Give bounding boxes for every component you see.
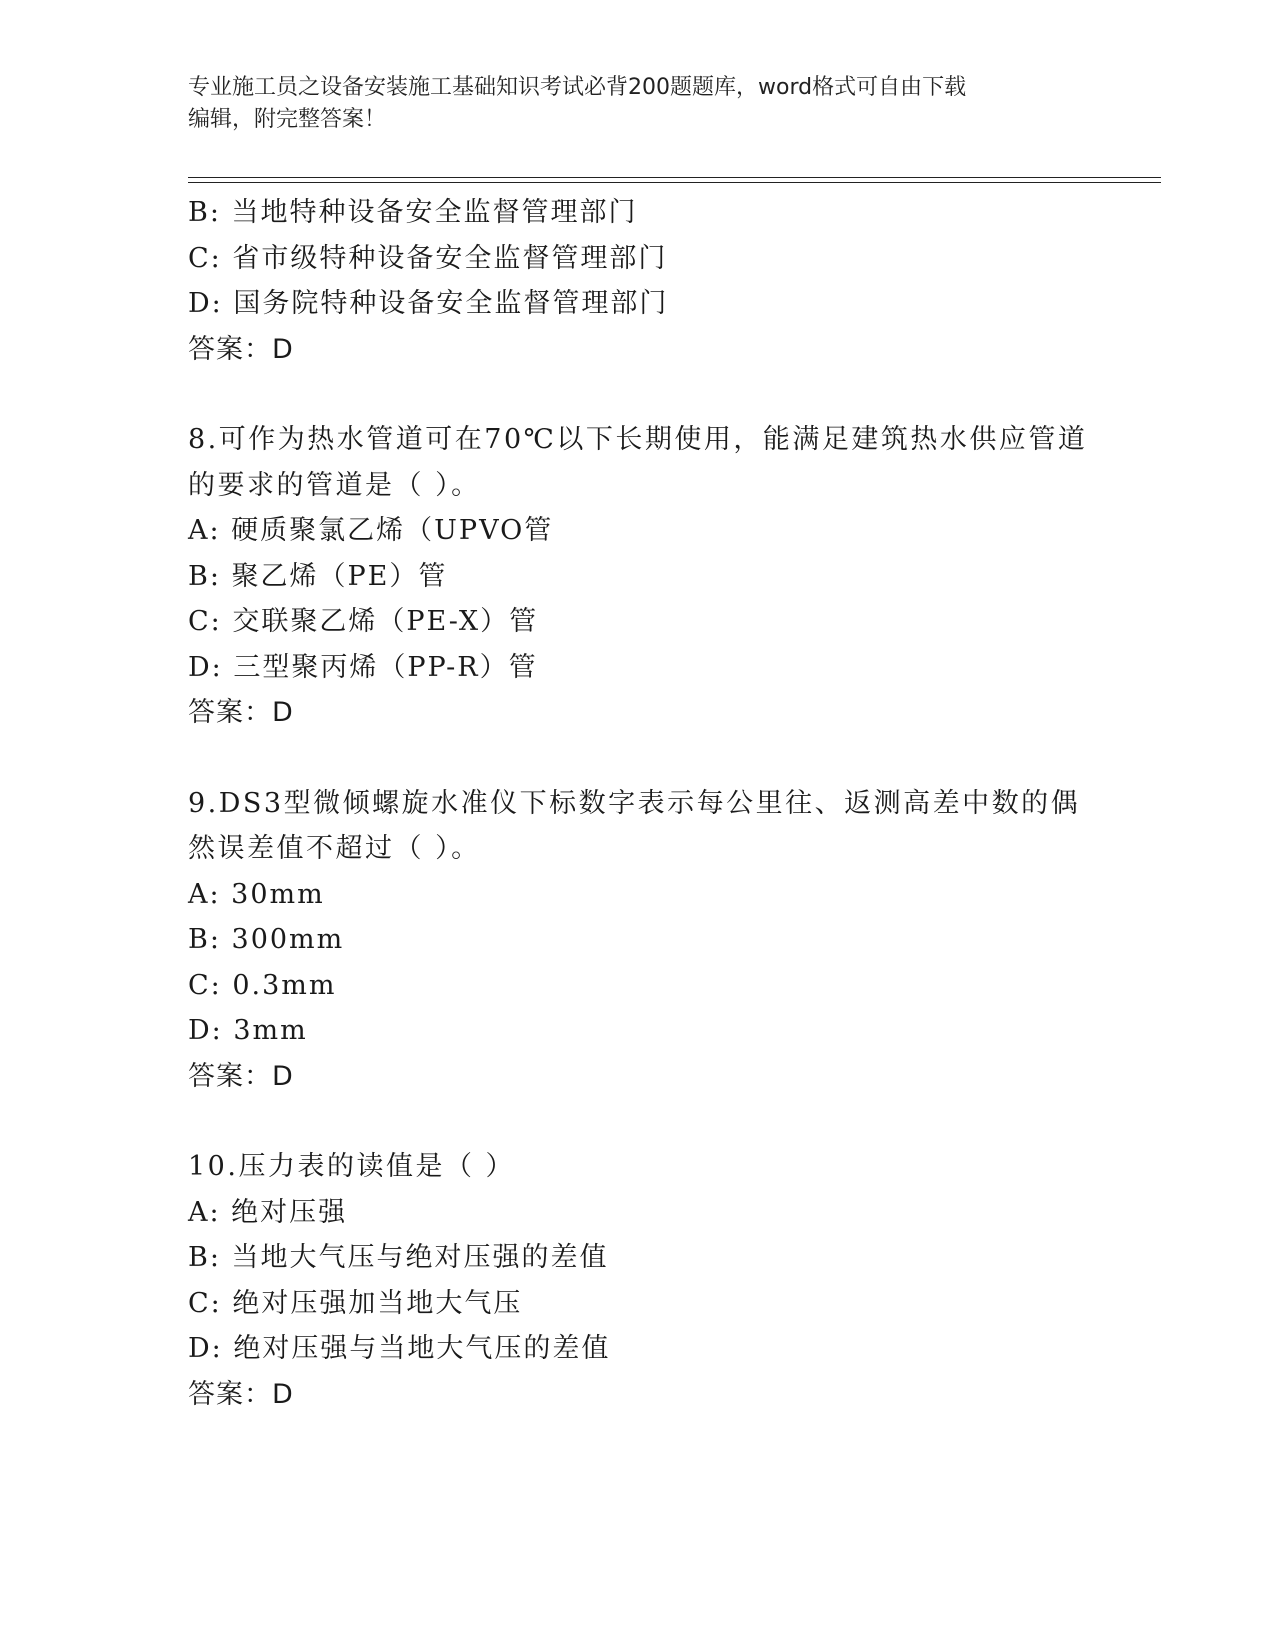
spacer bbox=[188, 372, 1088, 417]
answer-line: 答案：D bbox=[188, 1060, 294, 1092]
question-stem: 9.DS3型微倾螺旋水准仪下标数字表示每公里往、返测高差中数的偶然误差值不超过（ ）。 bbox=[188, 787, 1081, 864]
option-b: B: 当地特种设备安全监督管理部门 bbox=[188, 197, 638, 228]
spacer bbox=[188, 1099, 1088, 1144]
question-list bbox=[188, 190, 1088, 1417]
document-header bbox=[188, 72, 1068, 136]
option-d: D: 三型聚丙烯（PP-R）管 bbox=[188, 651, 538, 683]
option-a: A: 30mm bbox=[188, 878, 325, 910]
option-d: D: 3mm bbox=[188, 1015, 308, 1046]
option-b: B: 当地大气压与绝对压强的差值 bbox=[188, 1242, 609, 1273]
spacer bbox=[188, 736, 1088, 781]
header-divider-top bbox=[188, 177, 1161, 178]
header-divider-bottom bbox=[188, 182, 1161, 183]
option-d: D: 国务院特种设备安全监督管理部门 bbox=[188, 288, 669, 319]
option-d: D: 绝对压强与当地大气压的差值 bbox=[188, 1333, 611, 1364]
header-title-line-2: 编辑，附完整答案！ bbox=[188, 107, 387, 132]
question-8 bbox=[188, 417, 1088, 736]
option-c: C: 交联聚乙烯（PE-X）管 bbox=[188, 606, 539, 637]
question-9 bbox=[188, 781, 1088, 1100]
answer-line: 答案：D bbox=[188, 1378, 294, 1410]
option-a: A: 绝对压强 bbox=[188, 1196, 348, 1228]
option-b: B: 聚乙烯（PE）管 bbox=[188, 560, 448, 592]
option-b: B: 300mm bbox=[188, 924, 345, 955]
question-stem: 8.可作为热水管道可在70℃以下长期使用，能满足建筑热水供应管道的要求的管道是（ ）。 bbox=[188, 424, 1088, 501]
question-10 bbox=[188, 1144, 1088, 1417]
option-c: C: 绝对压强加当地大气压 bbox=[188, 1287, 523, 1319]
question-stem: 10.压力表的读值是（ ） bbox=[188, 1151, 516, 1182]
header-title-line-1: 专业施工员之设备安装施工基础知识考试必背200题题库，word格式可自由下载 bbox=[188, 75, 967, 100]
option-a: A: 硬质聚氯乙烯（UPVO管 bbox=[188, 515, 554, 546]
question-7-partial bbox=[188, 190, 1088, 372]
answer-line: 答案：D bbox=[188, 333, 294, 365]
answer-line: 答案：D bbox=[188, 697, 294, 728]
option-c: C: 0.3mm bbox=[188, 969, 337, 1001]
option-c: C: 省市级特种设备安全监督管理部门 bbox=[188, 242, 668, 274]
